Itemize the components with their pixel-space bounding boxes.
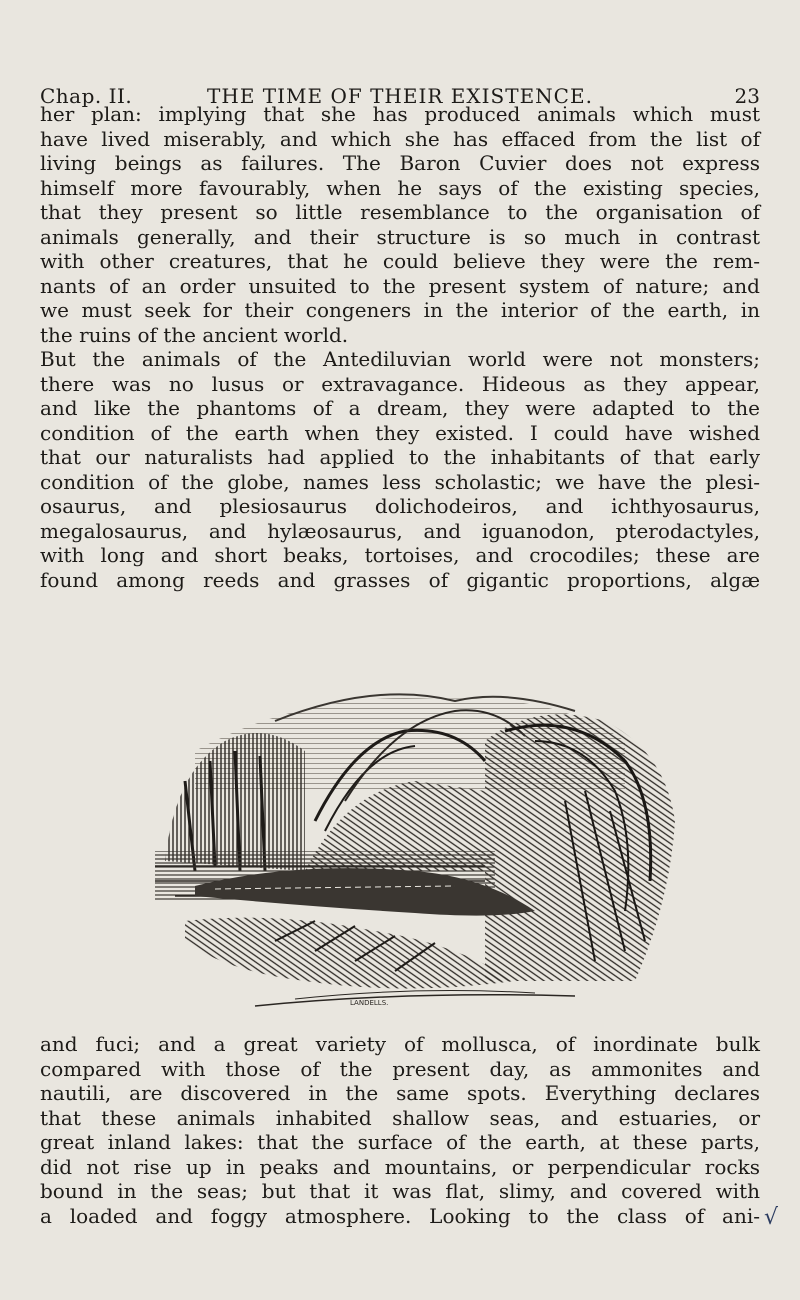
text-line: nautili, are discovered in the same spots. Everything declares	[40, 1081, 760, 1105]
text-line: that they present so little resemblance to the organisation of	[40, 200, 760, 224]
text-line: we must seek for their congeners in the interior of the earth, in	[40, 298, 760, 322]
text-line: condition of the earth when they existed. I could have wished	[40, 420, 760, 445]
body-text-top	[40, 102, 760, 592]
text-line: bound in the seas; but that it was flat, slimy, and covered with	[40, 1179, 760, 1203]
page-number: 23	[734, 84, 760, 108]
running-title: THE TIME OF THEIR EXISTENCE.	[207, 84, 593, 108]
text-line: have lived miserably, and which she has effaced from the list of	[40, 126, 760, 151]
text-line: found among reeds and grasses of gigantic proportions, algæ	[40, 567, 760, 592]
text-line: her plan: implying that she has produced animals which must	[40, 102, 760, 126]
text-line: the ruins of the ancient world.	[40, 322, 349, 347]
text-line: nants of an order unsuited to the present system of nature; and	[40, 273, 760, 298]
text-line: megalosaurus, and hylæosaurus, and iguanodon, pterodactyles,	[40, 518, 760, 543]
text-line: did not rise up in peaks and mountains, or perpendicular rocks	[40, 1154, 760, 1179]
text-line: But the animals of the Antediluvian world were not monsters;	[40, 347, 760, 371]
chapter-label: Chap. II.	[40, 84, 133, 108]
text-line: great inland lakes: that the surface of the earth, at these parts,	[40, 1130, 760, 1154]
text-line: compared with those of the present day, as ammonites and	[40, 1056, 760, 1081]
text-line: with other creatures, that he could believe they were the rem-	[40, 249, 760, 273]
text-line: condition of the globe, names less scholastic; we have the plesi-	[40, 469, 760, 494]
text-line: and like the phantoms of a dream, they were adapted to the	[40, 396, 760, 420]
text-line: with long and short beaks, tortoises, and crocodiles; these are	[40, 543, 760, 567]
engraving-image	[155, 681, 685, 1016]
text-line: osaurus, and plesiosaurus dolichodeiros, and ichthyosaurus,	[40, 494, 760, 518]
engraver-signature: LANDELLS.	[350, 999, 389, 1007]
pencil-check-mark: √	[764, 1205, 779, 1230]
text-line: animals generally, and their structure is so much in contrast	[40, 224, 760, 249]
text-line: living beings as failures. The Baron Cuvier does not express	[40, 151, 760, 175]
text-line: himself more favourably, when he says of the existing species,	[40, 175, 760, 200]
text-line: there was no lusus or extravagance. Hideous as they appear,	[40, 371, 760, 396]
text-line: a loaded and foggy atmosphere. Looking to the class of ani-	[40, 1203, 760, 1228]
text-line: that our naturalists had applied to the inhabitants of that early	[40, 445, 760, 469]
text-line: that these animals inhabited shallow seas, and estuaries, or	[40, 1105, 760, 1130]
engraving-illustration	[155, 681, 685, 1016]
text-line: and fuci; and a great variety of mollusca, of inordinate bulk	[40, 1032, 760, 1056]
body-text-bottom	[40, 1032, 760, 1228]
